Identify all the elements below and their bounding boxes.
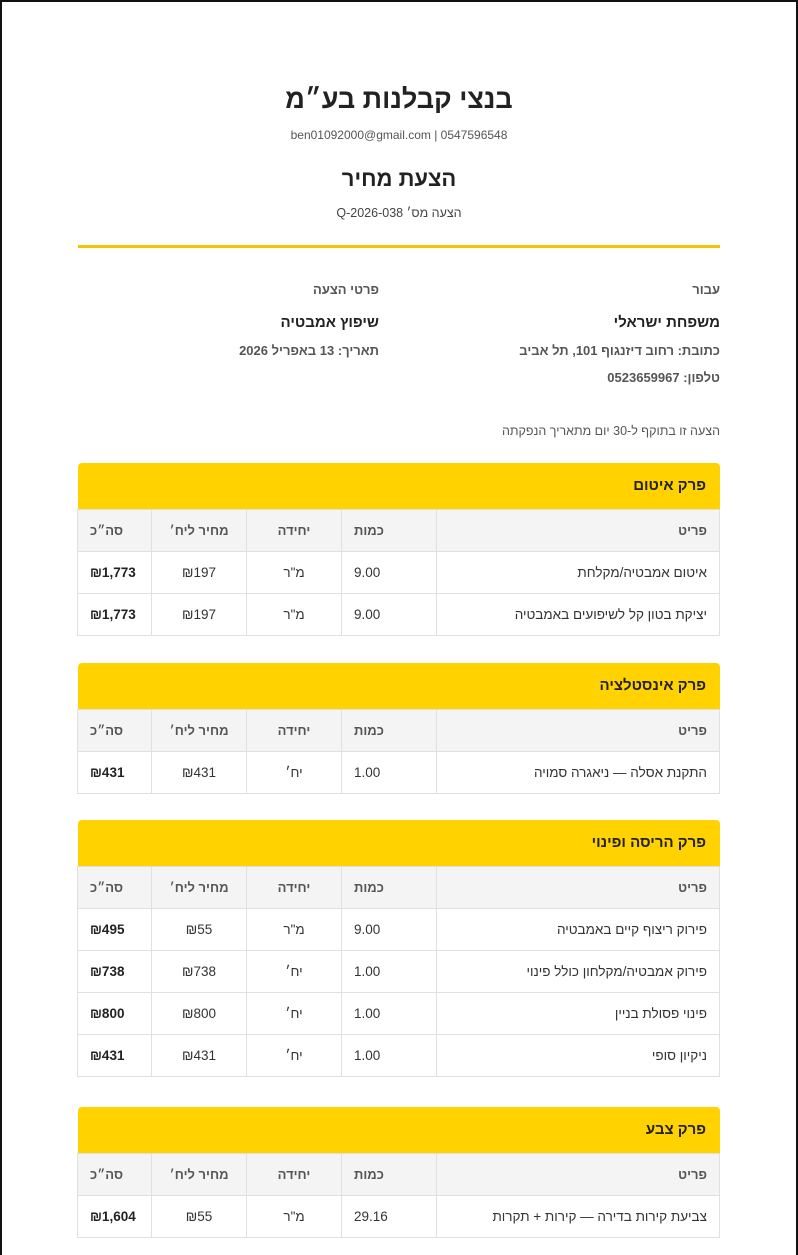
column-header-item: פריט — [437, 867, 720, 909]
cell-total: ₪800 — [78, 993, 152, 1035]
quote-date: תאריך: 13 באפריל 2026 — [239, 343, 379, 358]
table-row — [78, 993, 720, 1035]
header-divider — [78, 245, 720, 248]
table-header-row — [78, 510, 720, 552]
column-header-price: מחיר ליח׳ — [152, 867, 247, 909]
cell-price: ₪55 — [152, 909, 247, 951]
table-header-row — [78, 1154, 720, 1196]
column-header-unit: יחידה — [247, 710, 342, 752]
table-header-row — [78, 867, 720, 909]
section-title: פרק איטום — [78, 463, 720, 509]
column-header-total: סה״כ — [78, 867, 152, 909]
table-row — [78, 594, 720, 636]
column-header-unit: יחידה — [247, 867, 342, 909]
column-header-item: פריט — [437, 510, 720, 552]
cell-unit: מ"ר — [247, 552, 342, 594]
cell-price: ₪431 — [152, 752, 247, 794]
section-title: פרק הריסה ופינוי — [78, 820, 720, 866]
cell-item: פירוק אמבטיה/מקלחון כולל פינוי — [437, 951, 720, 993]
column-header-qty: כמות — [342, 1154, 437, 1196]
table-row — [78, 951, 720, 993]
table-row — [78, 752, 720, 794]
table-row — [78, 909, 720, 951]
quote-number — [78, 206, 720, 220]
cell-item: איטום אמבטיה/מקלחת — [437, 552, 720, 594]
cell-total: ₪495 — [78, 909, 152, 951]
cell-price: ₪55 — [152, 1196, 247, 1238]
items-table — [77, 1153, 720, 1238]
cell-qty: 1.00 — [342, 993, 437, 1035]
cell-item: ניקיון סופי — [437, 1035, 720, 1077]
quote-number-label: הצעה מס׳ — [406, 206, 462, 220]
column-header-item: פריט — [437, 1154, 720, 1196]
cell-price: ₪197 — [152, 594, 247, 636]
cell-qty: 9.00 — [342, 552, 437, 594]
cell-item: יציקת בטון קל לשיפועים באמבטיה — [437, 594, 720, 636]
section-title: פרק אינסטלציה — [78, 663, 720, 709]
column-header-unit: יחידה — [247, 1154, 342, 1196]
cell-unit: יח׳ — [247, 1035, 342, 1077]
column-header-total: סה״כ — [78, 1154, 152, 1196]
customer-block — [420, 281, 720, 390]
cell-price: ₪431 — [152, 1035, 247, 1077]
document-title: הצעת מחיר — [341, 166, 457, 191]
cell-total: ₪431 — [78, 1035, 152, 1077]
customer-address: כתובת: רחוב דיזנגוף 101, תל אביב — [519, 343, 720, 358]
section — [78, 663, 720, 794]
customer-heading: עבור — [692, 282, 720, 297]
cell-unit: יח׳ — [247, 752, 342, 794]
table-header-row — [78, 710, 720, 752]
column-header-price: מחיר ליח׳ — [152, 710, 247, 752]
customer-phone: טלפון: 0523659967 — [607, 370, 720, 385]
column-header-total: סה״כ — [78, 710, 152, 752]
cell-unit: מ"ר — [247, 909, 342, 951]
cell-total: ₪1,604 — [78, 1196, 152, 1238]
cell-item: פירוק ריצוף קיים באמבטיה — [437, 909, 720, 951]
table-row — [78, 1035, 720, 1077]
column-header-qty: כמות — [342, 510, 437, 552]
table-row — [78, 552, 720, 594]
quote-number-value: Q-2026-038 — [336, 206, 404, 220]
cell-item: התקנת אסלה — ניאגרה סמויה — [437, 752, 720, 794]
quote-details-block — [79, 281, 379, 363]
column-header-price: מחיר ליח׳ — [152, 1154, 247, 1196]
items-table — [77, 866, 720, 1077]
section — [78, 463, 720, 636]
column-header-price: מחיר ליח׳ — [152, 510, 247, 552]
cell-total: ₪1,773 — [78, 552, 152, 594]
cell-unit: מ"ר — [247, 594, 342, 636]
column-header-total: סה״כ — [78, 510, 152, 552]
items-table — [77, 709, 720, 794]
cell-unit: יח׳ — [247, 951, 342, 993]
company-name: בנצי קבלנות בע״מ — [285, 84, 513, 114]
validity-note: הצעה זו בתוקף ל-30 יום מתאריך הנפקתה — [501, 424, 720, 438]
cell-qty: 9.00 — [342, 594, 437, 636]
section-title: פרק צבע — [78, 1107, 720, 1153]
column-header-item: פריט — [437, 710, 720, 752]
column-header-qty: כמות — [342, 867, 437, 909]
cell-qty: 1.00 — [342, 951, 437, 993]
cell-unit: מ"ר — [247, 1196, 342, 1238]
cell-total: ₪738 — [78, 951, 152, 993]
cell-qty: 29.16 — [342, 1196, 437, 1238]
cell-item: צביעת קירות בדירה — קירות + תקרות — [437, 1196, 720, 1238]
items-table — [77, 509, 720, 636]
company-contact: ben01092000@gmail.com | 0547596548 — [290, 128, 508, 142]
cell-total: ₪1,773 — [78, 594, 152, 636]
column-header-qty: כמות — [342, 710, 437, 752]
cell-total: ₪431 — [78, 752, 152, 794]
quote-details-heading: פרטי הצעה — [313, 282, 379, 297]
cell-price: ₪197 — [152, 552, 247, 594]
section — [78, 1107, 720, 1238]
column-header-unit: יחידה — [247, 510, 342, 552]
cell-qty: 9.00 — [342, 909, 437, 951]
cell-qty: 1.00 — [342, 752, 437, 794]
project-name: שיפוץ אמבטיה — [280, 314, 379, 331]
customer-name: משפחת ישראלי — [613, 314, 720, 331]
cell-qty: 1.00 — [342, 1035, 437, 1077]
cell-price: ₪800 — [152, 993, 247, 1035]
table-row — [78, 1196, 720, 1238]
cell-item: פינוי פסולת בניין — [437, 993, 720, 1035]
cell-unit: יח׳ — [247, 993, 342, 1035]
cell-price: ₪738 — [152, 951, 247, 993]
section — [78, 820, 720, 1077]
